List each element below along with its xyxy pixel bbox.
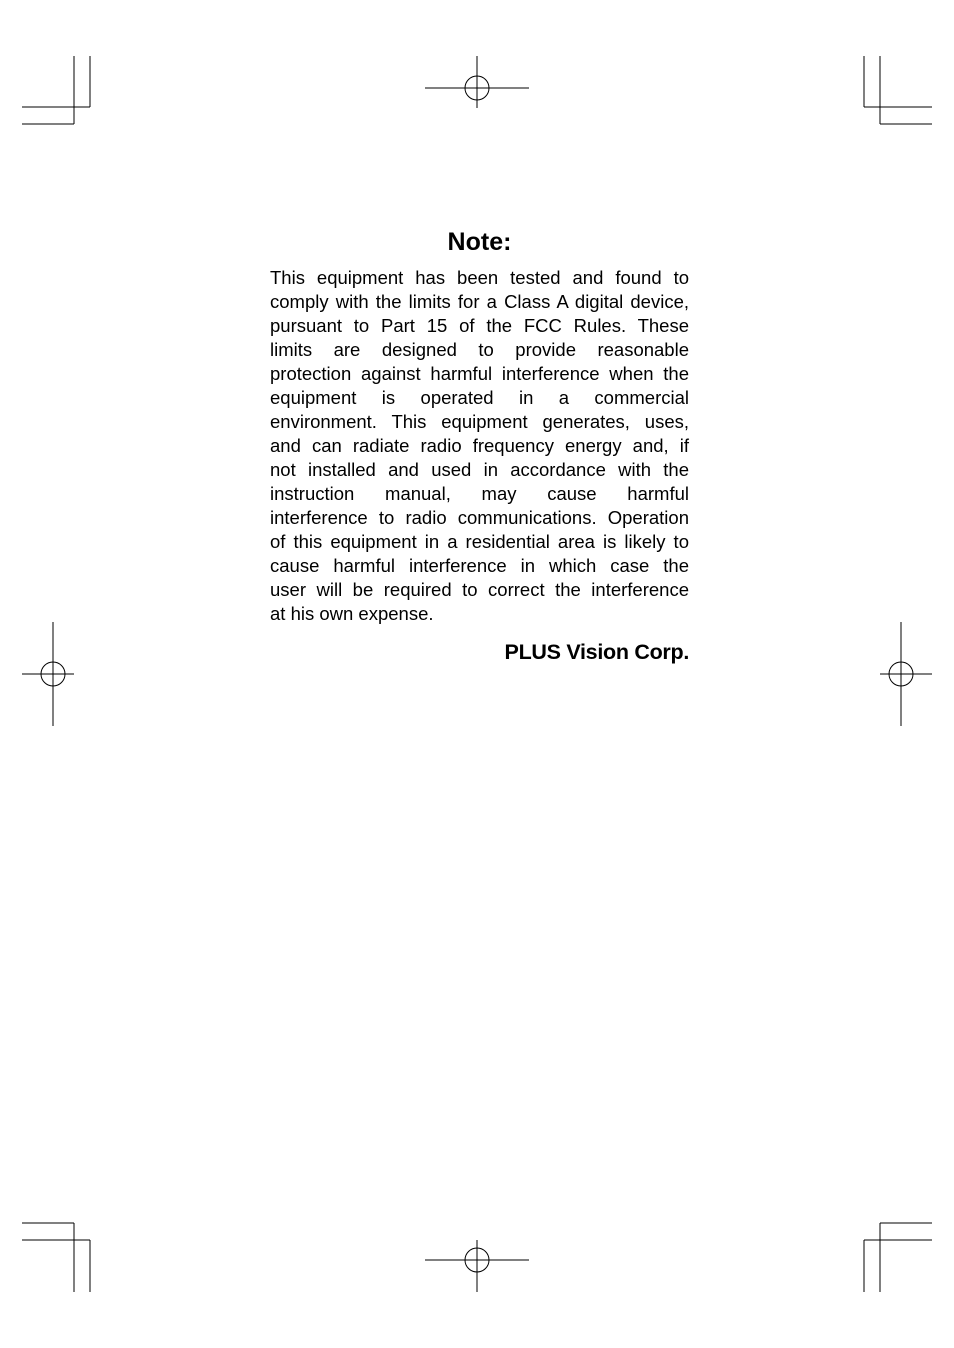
registration-mark-top: [425, 56, 529, 108]
note-line: of this equipment in a residential area is likely to: [270, 531, 689, 552]
note-line: instruction manual, may cause harmful: [270, 483, 689, 504]
registration-mark-bottom: [425, 1240, 529, 1292]
note-line: protection against harmful interference when the: [270, 363, 689, 384]
note-line: not installed and used in accordance with the: [270, 459, 689, 480]
note-line: cause harmful interference in which case the: [270, 555, 689, 576]
crop-mark-bottom-right: [864, 1223, 932, 1292]
note-line: limits are designed to provide reasonable: [270, 339, 689, 360]
note-line: user will be required to correct the interference: [270, 579, 689, 600]
note-line: comply with the limits for a Class A digital device,: [270, 291, 689, 312]
registration-mark-left: [22, 622, 74, 726]
note-line: and can radiate radio frequency energy and, if: [270, 435, 689, 456]
note-line: at his own expense.: [270, 603, 434, 624]
note-line: equipment is operated in a commercial: [270, 387, 689, 408]
crop-mark-bottom-left: [22, 1223, 90, 1292]
note-line: interference to radio communications. Operation: [270, 507, 689, 528]
note-line: environment. This equipment generates, uses,: [270, 411, 689, 432]
note-body: [270, 266, 689, 626]
note-line: This equipment has been tested and found to: [270, 267, 689, 288]
company-signature: PLUS Vision Corp.: [504, 640, 689, 664]
note-title: Note:: [447, 228, 512, 256]
fcc-note: [270, 222, 689, 667]
registration-mark-right: [880, 622, 932, 726]
crop-mark-top-left: [22, 56, 90, 124]
crop-mark-top-right: [864, 56, 932, 124]
note-line: pursuant to Part 15 of the FCC Rules. These: [270, 315, 689, 336]
